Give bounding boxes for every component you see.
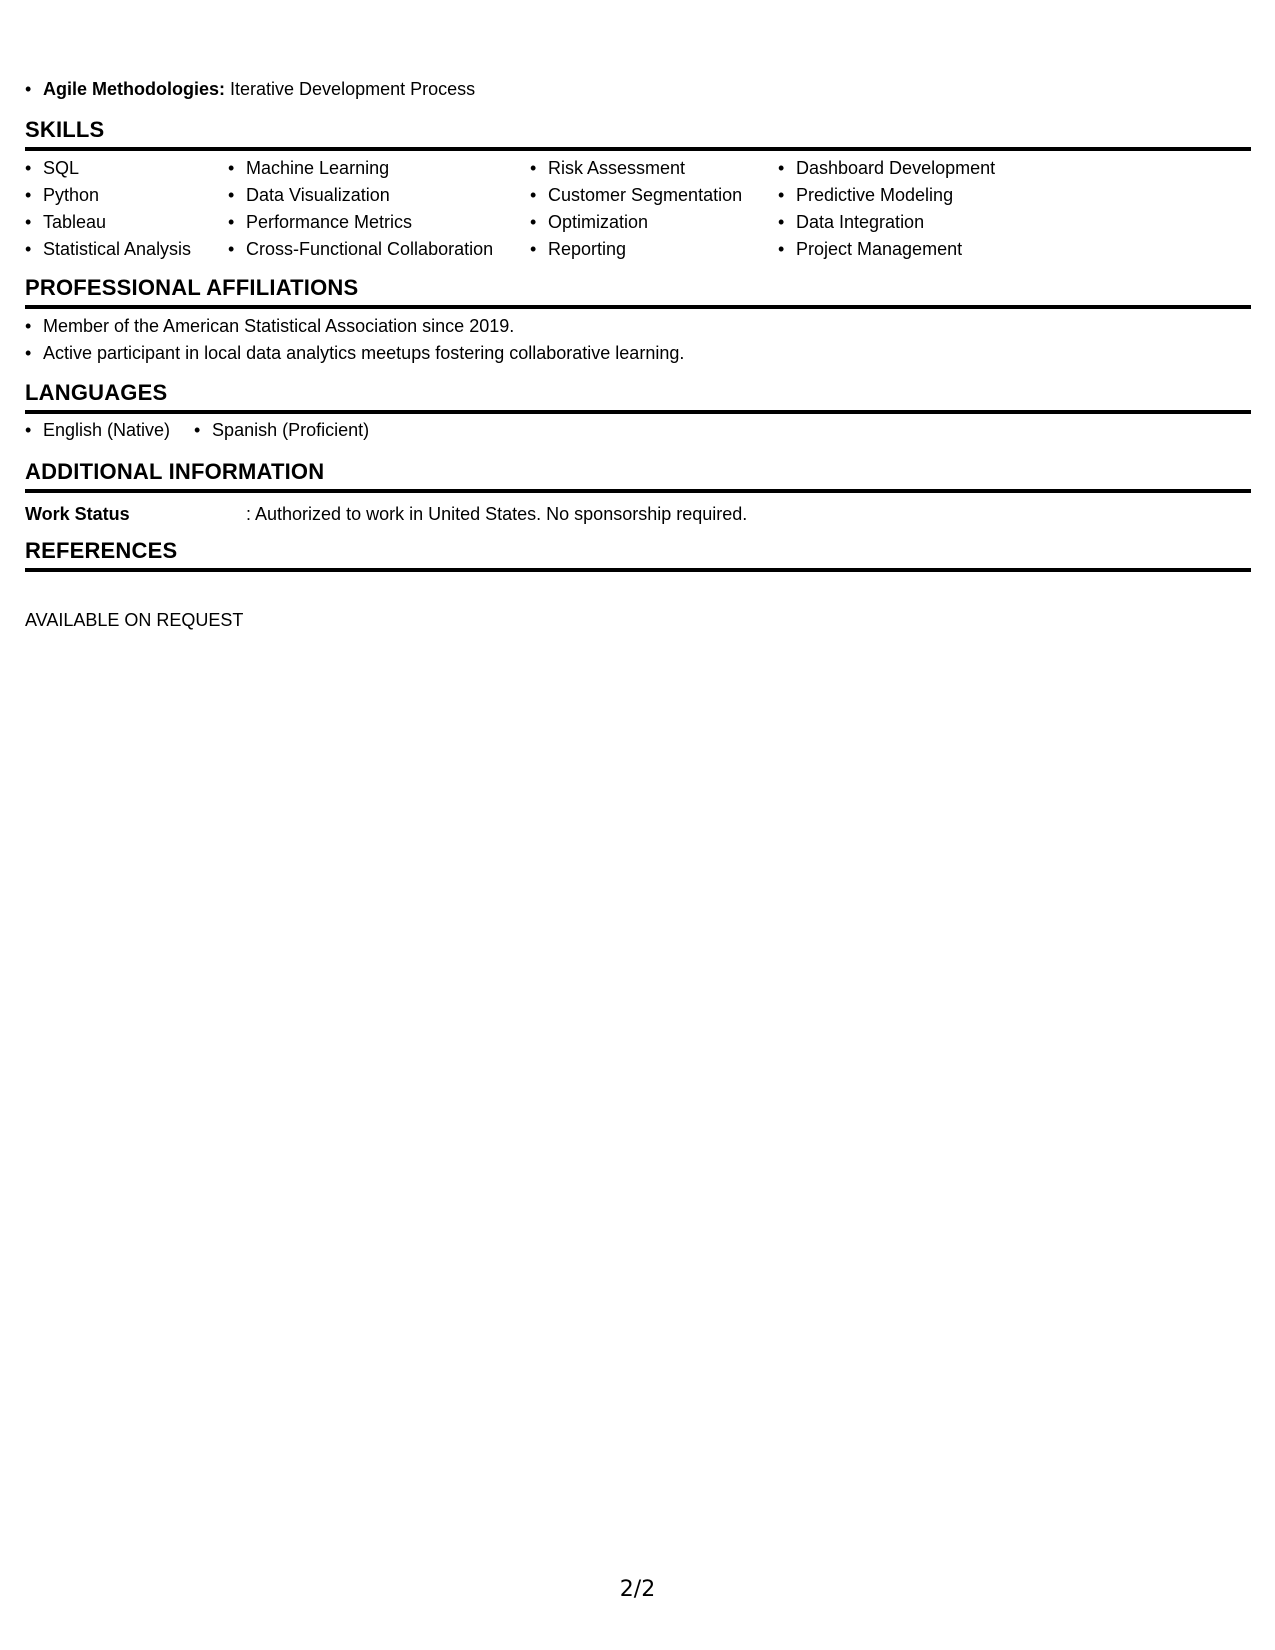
bullet-dot: • <box>228 185 235 205</box>
bullet-dot: • <box>778 185 785 205</box>
bullet-dot: • <box>778 212 785 232</box>
agile-bullet <box>25 76 475 102</box>
bullet-dot: • <box>530 185 537 205</box>
bullet-dot: • <box>778 239 785 259</box>
skill-label: Data Integration <box>796 212 925 232</box>
language-item <box>25 417 170 444</box>
affiliations-section <box>25 274 1251 309</box>
skill-label: Reporting <box>548 239 627 259</box>
affiliation-text: Active participant in local data analytics meetups fostering collaborative learning. <box>43 343 685 363</box>
skill-item <box>778 236 1018 263</box>
bullet-dot: • <box>25 420 32 440</box>
skill-item <box>228 182 530 209</box>
additional-info-heading: ADDITIONAL INFORMATION <box>25 459 325 484</box>
language-text: Spanish (Proficient) <box>212 420 370 440</box>
additional-info-section <box>25 458 1251 493</box>
affiliation-item <box>25 313 684 340</box>
skill-label: Statistical Analysis <box>43 239 192 259</box>
bullet-dot: • <box>530 158 537 178</box>
language-text: English (Native) <box>43 420 171 440</box>
skill-item <box>25 236 228 263</box>
section-divider <box>25 147 1251 151</box>
skill-label: Optimization <box>548 212 649 232</box>
references-section <box>25 537 1251 572</box>
work-status-row <box>25 501 747 527</box>
languages-heading: LANGUAGES <box>25 380 168 405</box>
skill-label: Tableau <box>43 212 107 232</box>
bullet-dot: • <box>530 239 537 259</box>
bullet-dot: • <box>228 158 235 178</box>
affiliations-list <box>25 313 684 367</box>
bullet-dot: • <box>25 185 32 205</box>
bullet-dot: • <box>25 212 32 232</box>
bullet-dot: • <box>194 420 201 440</box>
skill-item <box>778 209 1018 236</box>
skill-item <box>25 182 228 209</box>
affiliations-heading: PROFESSIONAL AFFILIATIONS <box>25 275 359 300</box>
skills-section <box>25 116 1251 151</box>
skill-label: SQL <box>43 158 80 178</box>
page-number: 2/2 <box>619 1577 656 1602</box>
skills-column-1 <box>25 155 228 263</box>
skill-label: Customer Segmentation <box>548 185 743 205</box>
skills-column-3 <box>530 155 778 263</box>
skills-grid <box>25 155 1018 263</box>
skill-item <box>25 209 228 236</box>
skill-label: Cross-Functional Collaboration <box>246 239 494 259</box>
bullet-dot: • <box>25 239 32 259</box>
bullet-dot: • <box>530 212 537 232</box>
references-text: AVAILABLE ON REQUEST <box>25 610 244 630</box>
skill-label: Risk Assessment <box>548 158 686 178</box>
skill-label: Predictive Modeling <box>796 185 954 205</box>
skill-item <box>778 155 1018 182</box>
skill-item <box>530 182 778 209</box>
skills-column-2 <box>228 155 530 263</box>
work-status-value: : Authorized to work in United States. No sponsorship required. <box>246 504 748 524</box>
skill-label: Performance Metrics <box>246 212 413 232</box>
bullet-dot: • <box>25 158 32 178</box>
language-item <box>194 417 369 444</box>
section-divider <box>25 568 1251 572</box>
skill-item <box>530 155 778 182</box>
affiliation-item <box>25 340 684 367</box>
skills-column-4 <box>778 155 1018 263</box>
agile-label: Agile Methodologies: <box>43 79 225 99</box>
section-divider <box>25 410 1251 414</box>
skill-label: Python <box>43 185 100 205</box>
skill-item <box>778 182 1018 209</box>
affiliation-text: Member of the American Statistical Association since 2019. <box>43 316 515 336</box>
skill-item <box>530 236 778 263</box>
bullet-dot: • <box>778 158 785 178</box>
agile-text: Iterative Development Process <box>230 79 476 99</box>
skills-heading: SKILLS <box>25 117 105 142</box>
bullet-dot: • <box>25 79 32 99</box>
skill-label: Data Visualization <box>246 185 390 205</box>
skill-item <box>228 236 530 263</box>
languages-list <box>25 417 393 444</box>
references-heading: REFERENCES <box>25 538 178 563</box>
bullet-dot: • <box>228 212 235 232</box>
section-divider <box>25 305 1251 309</box>
skill-label: Dashboard Development <box>796 158 996 178</box>
bullet-dot: • <box>25 343 32 363</box>
skill-label: Machine Learning <box>246 158 390 178</box>
work-status-label: Work Status <box>25 504 130 524</box>
skill-item <box>530 209 778 236</box>
skill-label: Project Management <box>796 239 963 259</box>
bullet-dot: • <box>25 316 32 336</box>
bullet-dot: • <box>228 239 235 259</box>
languages-section <box>25 379 1251 414</box>
section-divider <box>25 489 1251 493</box>
skill-item <box>25 155 228 182</box>
skill-item <box>228 155 530 182</box>
skill-item <box>228 209 530 236</box>
